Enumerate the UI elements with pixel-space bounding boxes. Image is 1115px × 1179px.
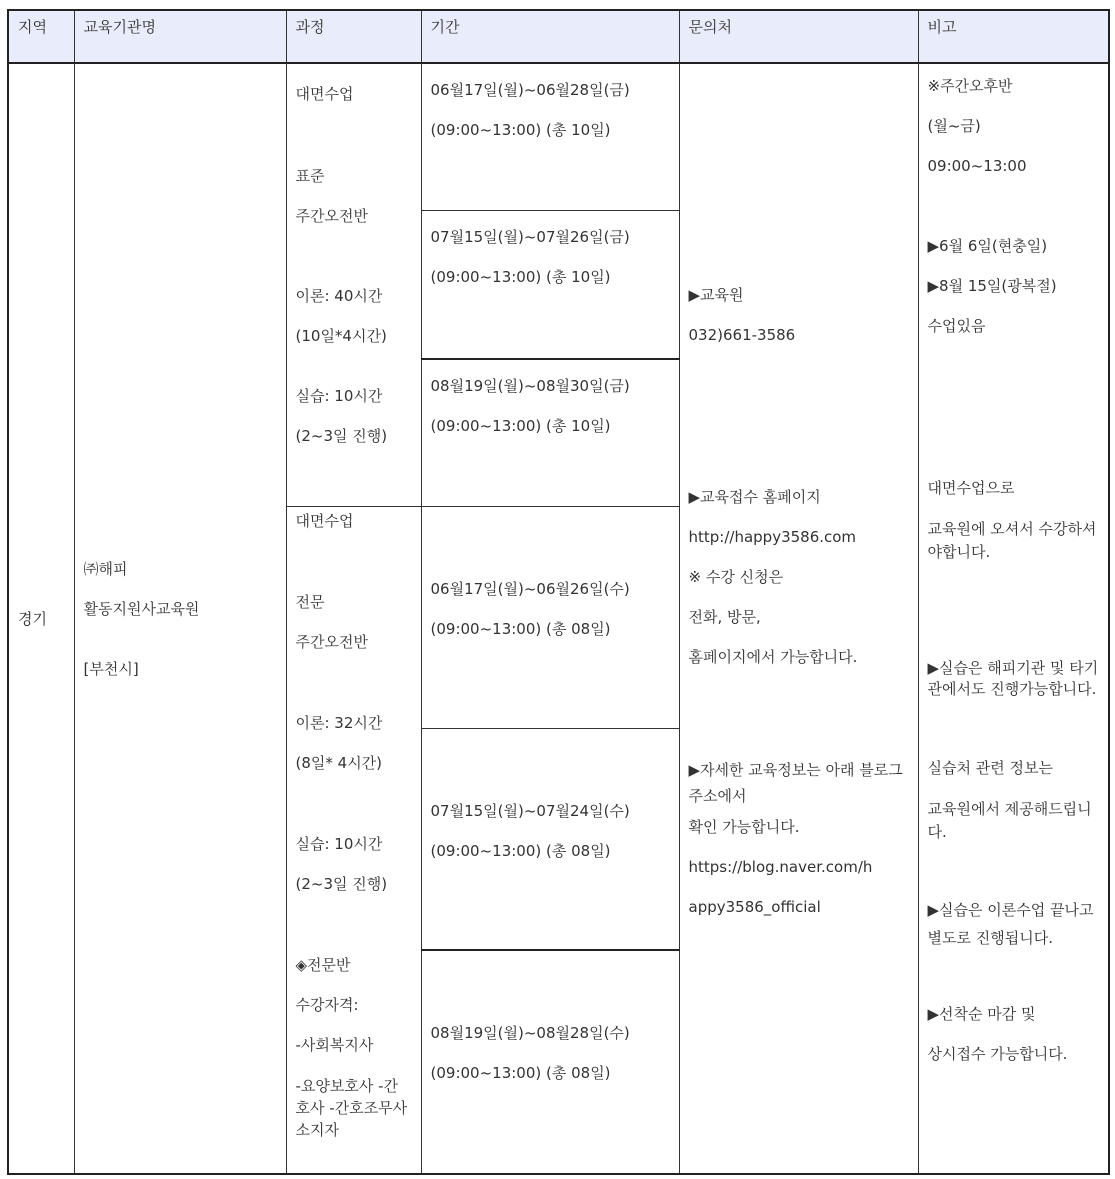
period-dates: 07월15일(월)~07월26일(금): [430, 228, 630, 247]
period-dates: 06월17일(월)~06월26일(수): [430, 580, 630, 599]
course-session: 주간오전반: [295, 633, 368, 652]
period-time: (09:00~13:00) (총 08일): [430, 1063, 611, 1082]
education-schedule-table: [7, 9, 1110, 1175]
remarks-first-come: ▶선착순 마감 및: [927, 1005, 1036, 1023]
region-text: 경기: [18, 610, 47, 628]
course-expert-cell: [286, 507, 421, 1174]
period-dates: 08월19일(월)~08월28일(수): [430, 1023, 630, 1042]
institution-name: ㈜해피: [83, 559, 128, 578]
contact-homepage-url[interactable]: http://happy3586.com: [688, 528, 857, 546]
remarks-practice-1: ▶실습은 해피기관 및 타기관에서도 진행가능합니다.: [927, 659, 1099, 698]
course-practice-hours: 실습: 10시간: [295, 387, 383, 405]
contact-apply-methods: 전화, 방문,: [688, 608, 761, 626]
course-theory-hours: 이론: 32시간: [295, 714, 383, 733]
period-time: (09:00~13:00) (총 08일): [430, 841, 611, 860]
remarks-always-open: 상시접수 가능합니다.: [927, 1045, 1068, 1063]
contact-office-label: ▶교육원: [688, 286, 744, 304]
remarks-weekdays: (월~금): [927, 117, 981, 135]
contact-blog-check: 확인 가능합니다.: [688, 818, 800, 836]
contact-blog-url-1[interactable]: https://blog.naver.com/h: [688, 858, 873, 876]
remarks-hours: 09:00~13:00: [927, 157, 1027, 175]
course-eligibility-1: -사회복지사: [295, 1036, 374, 1055]
course-mode: 대면수업: [295, 85, 354, 103]
course-practice-detail: (2~3일 진행): [295, 875, 388, 894]
remarks-practice-info-1: 실습처 관련 정보는: [927, 759, 1053, 777]
header-remarks: 비고: [918, 10, 1109, 63]
contact-blog-url-2[interactable]: appy3586_official: [688, 898, 821, 916]
contact-apply-note: ※ 수강 신청은: [688, 568, 784, 586]
course-mode: 대면수업: [295, 512, 354, 531]
course-theory-detail: (10일*4시간): [295, 327, 387, 345]
period-time: (09:00~13:00) (총 10일): [430, 416, 611, 435]
remarks-afternoon-class: ※주간오후반: [927, 77, 1013, 95]
course-session: 주간오전반: [295, 207, 368, 225]
period-dates: 07월15일(월)~07월24일(수): [430, 801, 630, 820]
header-contact: 문의처: [679, 10, 918, 63]
contact-homepage-label: ▶교육접수 홈페이지: [688, 488, 821, 506]
course-practice-detail: (2~3일 진행): [295, 427, 388, 445]
period-time: (09:00~13:00) (총 10일): [430, 121, 611, 139]
contact-cell: [679, 63, 918, 1174]
period-time: (09:00~13:00) (총 10일): [430, 268, 611, 287]
header-institution: 교육기관명: [74, 10, 286, 63]
remarks-in-person-1: 대면수업으로: [927, 479, 1015, 497]
remarks-holiday-note: 수업있음: [927, 317, 986, 335]
period-time: (09:00~13:00) (총 08일): [430, 620, 611, 639]
period-dates: 08월19일(월)~08월30일(금): [430, 376, 630, 395]
course-level: 전문: [295, 593, 325, 612]
period-cell: [421, 728, 679, 949]
institution-cell: [74, 63, 286, 1174]
period-cell: [421, 950, 679, 1174]
header-course: 과정: [286, 10, 421, 63]
remarks-holiday-2: ▶8월 15일(광복절): [927, 277, 1057, 295]
remarks-cell: [918, 63, 1109, 1174]
course-theory-hours: 이론: 40시간: [295, 287, 383, 305]
institution-city: [부천시]: [83, 659, 139, 678]
institution-type: 활동지원사교육원: [83, 599, 200, 618]
region-cell: [8, 63, 74, 1174]
header-period: 기간: [421, 10, 679, 63]
period-cell: [421, 211, 679, 359]
contact-blog-label: ▶자세한 교육정보는 아래 블로그주소에서: [688, 761, 903, 805]
header-region: 지역: [8, 10, 74, 63]
contact-apply-homepage: 홈페이지에서 가능합니다.: [688, 648, 858, 666]
course-level: 표준: [295, 167, 325, 185]
remarks-practice-after: ▶실습은 이론수업 끝나고 별도로 진행됩니다.: [927, 901, 1094, 947]
course-theory-detail: (8일* 4시간): [295, 754, 383, 773]
remarks-practice-info-2: 교육원에서 제공해드립니다.: [927, 800, 1092, 841]
period-cell: [421, 63, 679, 211]
header-row: [8, 10, 1109, 63]
contact-phone: 032)661-3586: [688, 326, 796, 344]
course-expert-label: ◈전문반: [295, 956, 351, 975]
period-dates: 06월17일(월)~06월28일(금): [430, 81, 630, 99]
period-cell: [421, 507, 679, 728]
remarks-in-person-2: 교육원에 오셔서 수강하셔야합니다.: [927, 520, 1097, 561]
remarks-holiday-1: ▶6월 6일(현충일): [927, 237, 1048, 255]
course-eligibility-label: 수강자격:: [295, 996, 359, 1015]
course-standard-cell: [286, 63, 421, 507]
table-row: [8, 63, 1109, 211]
period-cell: [421, 359, 679, 507]
course-practice-hours: 실습: 10시간: [295, 835, 383, 854]
course-eligibility-2: -요양보호사 -간호사 -간호조무사 소지자: [295, 1077, 408, 1140]
